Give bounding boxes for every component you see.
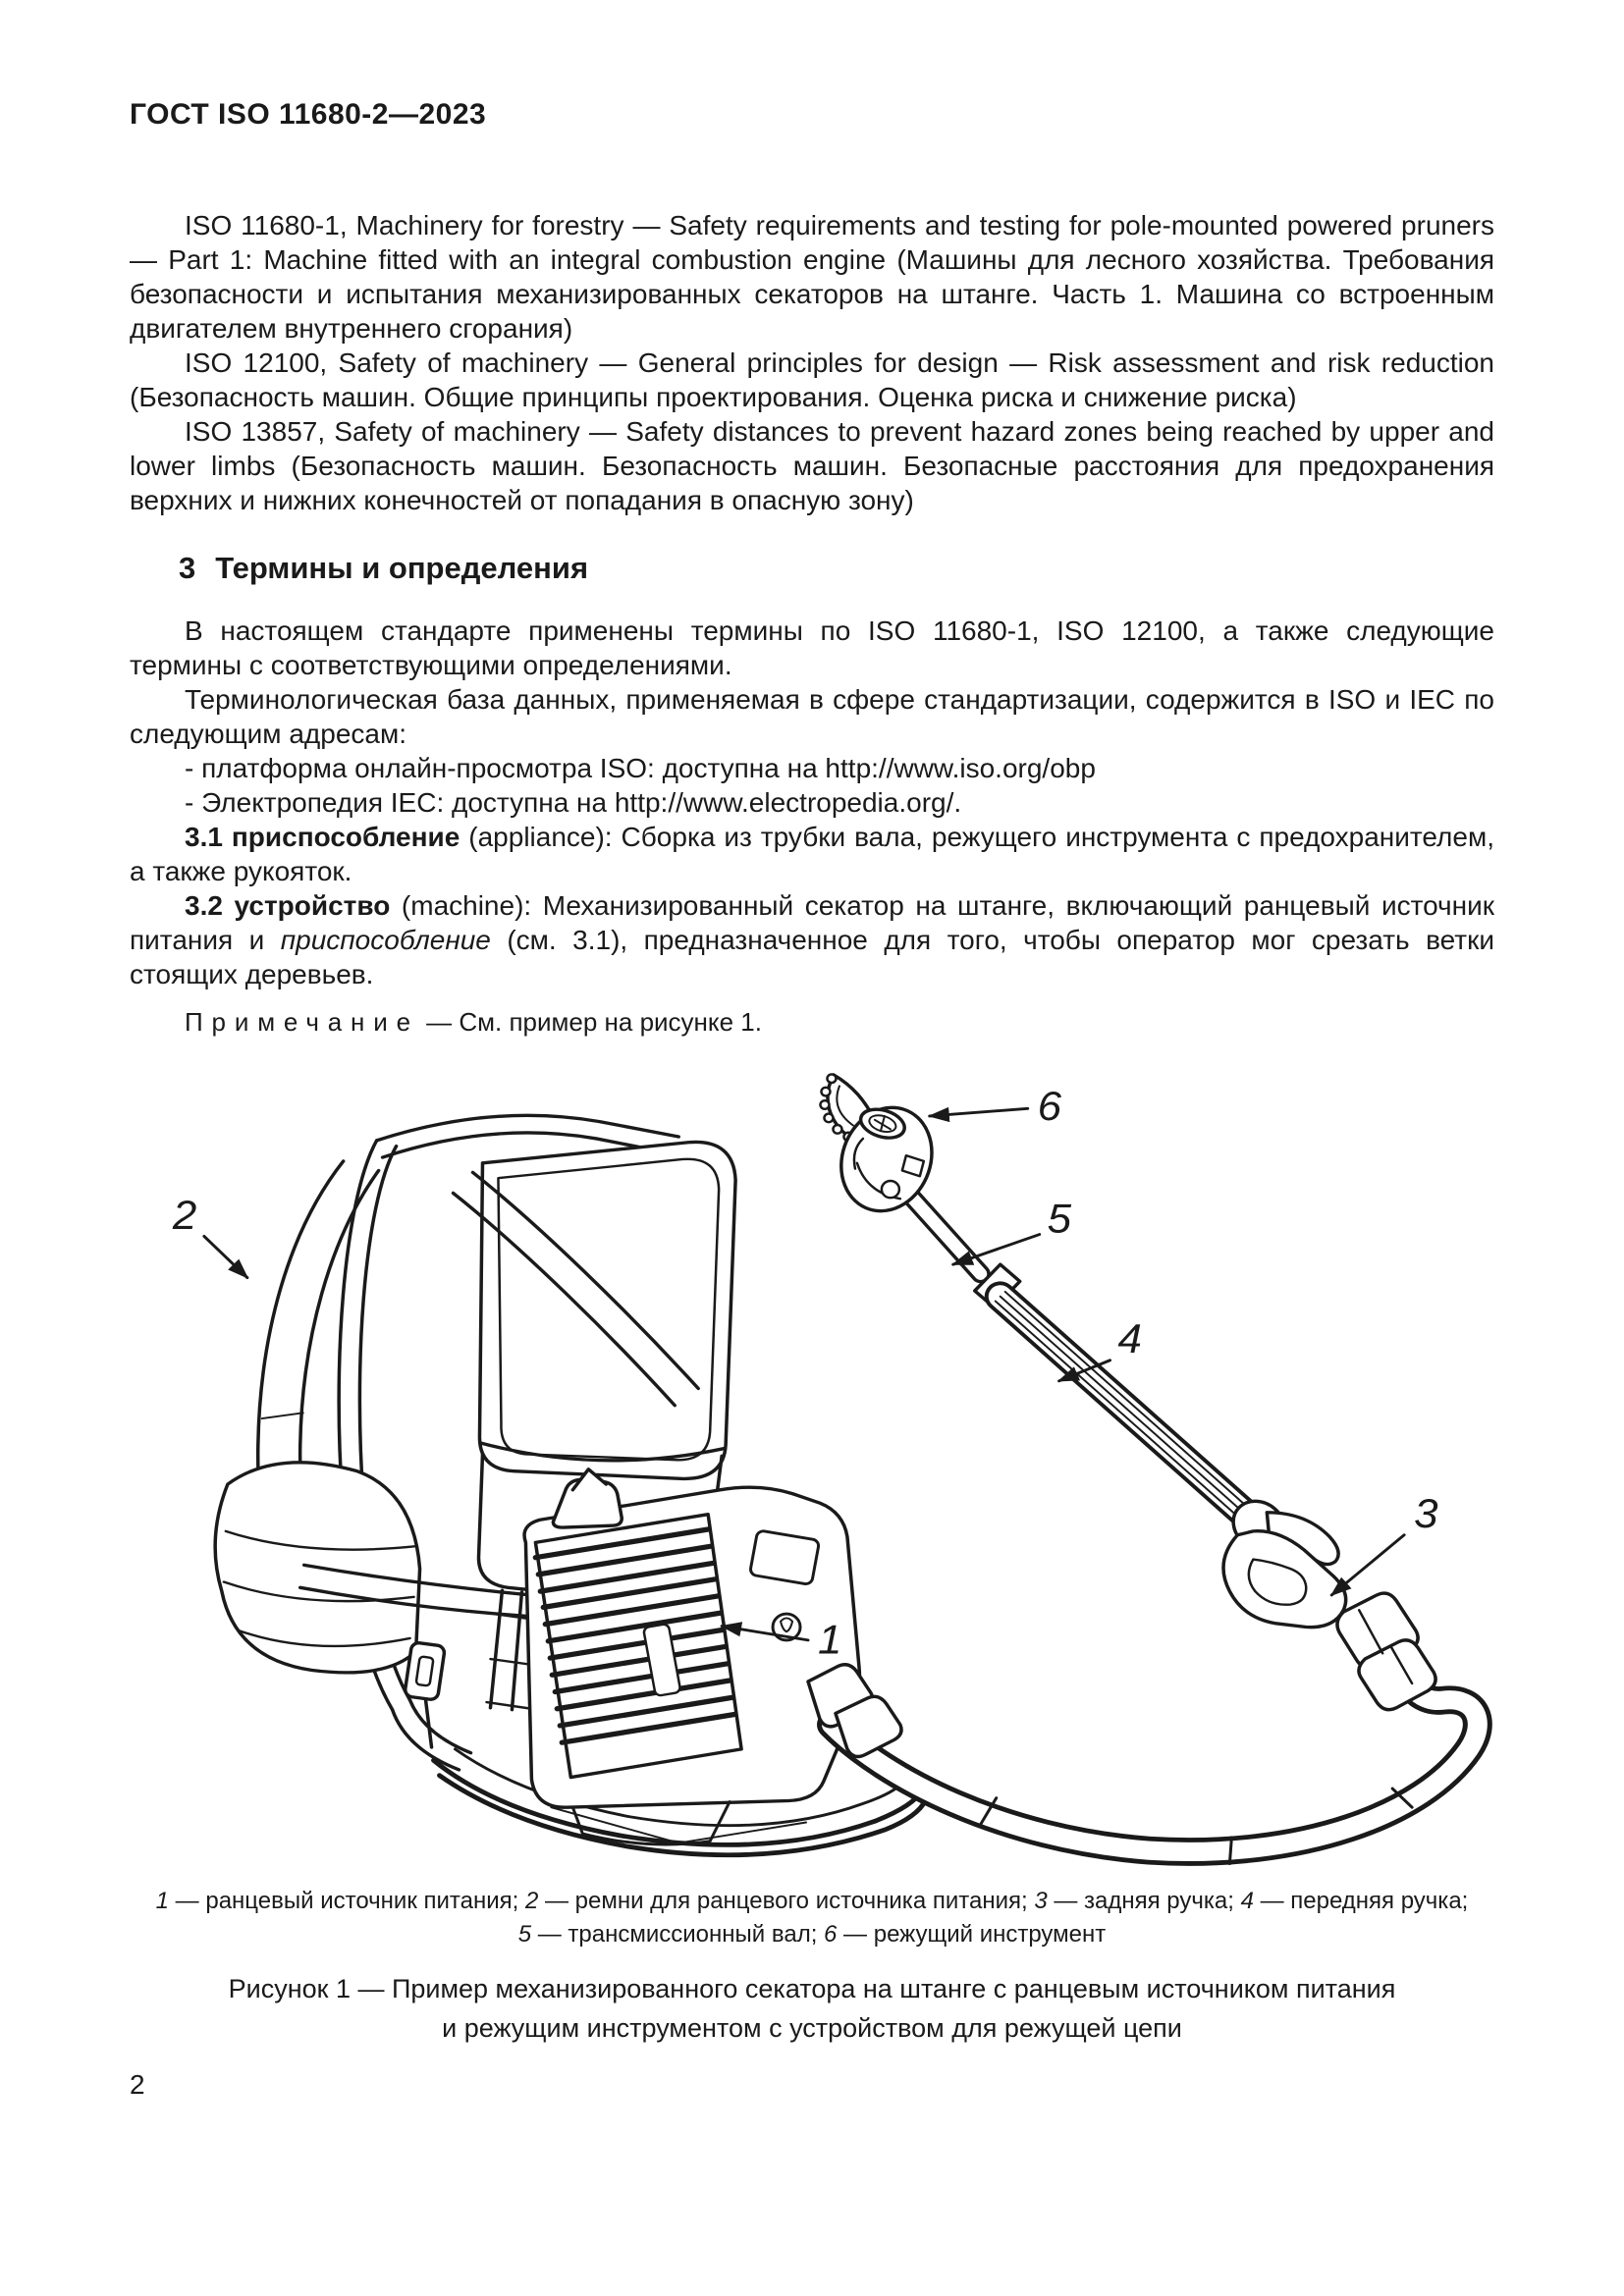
figure-1-drawing [130,1050,1492,1877]
key-text-4: — передняя ручка; [1253,1888,1469,1914]
key-text-5: — трансмиссионный вал; [531,1921,825,1948]
callout-6-label: 6 [1037,1083,1062,1130]
reference-iso-13857: ISO 13857, Safety of machinery — Safety distances to prevent hazard zones being reached by upper and lower limbs (Безопасность машин. Безопасность машин. Безопасные расстояния для предохранения верхних и нижних конечностей от попадания в опасную зону) [130,416,1494,515]
section-number: 3 [179,551,196,585]
callout-2-arrow [204,1236,247,1277]
key-num-5: 5 [517,1921,532,1948]
key-num-3: 3 [1034,1888,1048,1914]
figure-caption-line-1: Рисунок 1 — Пример механизированного секатора на штанге с ранцевым источником питания [228,1974,1396,2003]
rear-handle [1223,1491,1346,1628]
reference-iso-11680-1: ISO 11680-1, Machinery for forestry — Safety requirements and testing for pole-mounted powered pruners — Part 1: Machine fitted with an integral combustion engine (Машины для лесного хозяйства. Требования безопасности и испытания механизированных секаторов на штанге. Часть 1. Машина со встроенным двигателем внутреннего сгорания) [130,210,1494,344]
page-content [130,0,1494,2048]
definition-3-1 [130,820,1494,888]
section-title: Термины и определения [215,551,589,585]
definition-3-1-term: приспособление [231,822,460,852]
key-text-6: — режущий инструмент [837,1921,1107,1948]
note-text: См. пример на рисунке 1. [459,1007,762,1037]
definition-3-2-term: устройство [234,890,391,921]
reference-iso-12100: ISO 12100, Safety of machinery — General principles for design — Risk assessment and risk reduction (Безопасность машин. Общие принципы проектирования. Оценка риска и снижение риска) [130,347,1494,412]
definition-3-1-number: 3.1 [185,822,232,852]
key-text-1: — ранцевый источник питания; [169,1888,525,1914]
terms-intro-paragraph: В настоящем стандарте применены термины по ISO 11680-1, ISO 12100, а также следующие термины с соответствующими определениями. [130,615,1494,680]
definition-3-2-text-post: (см. 3.1), предназначенное для того, чтобы оператор мог срезать ветки стоящих деревьев. [130,925,1494,989]
key-text-3: — задняя ручка; [1047,1888,1241,1914]
definition-3-2 [130,888,1494,991]
definition-3-2-number: 3.2 [185,890,235,921]
callout-3-label: 3 [1414,1490,1438,1537]
figure-key [130,1885,1494,1951]
callout-5-label: 5 [1047,1196,1072,1243]
callout-6-arrow [930,1108,1028,1116]
louver-vents [535,1515,741,1778]
terms-database-paragraph: Терминологическая база данных, применяемая в сфере стандартизации, содержится в ISO и IEC по следующим адресам: [130,684,1494,749]
terms-bullet-iso-obp: - платформа онлайн-просмотра ISO: доступна на http://www.iso.org/obp [185,753,1096,783]
running-header: ГОСТ ISO 11680-2—2023 [130,98,487,131]
key-text-2: — ремни для ранцевого источника питания; [538,1888,1035,1914]
figure-key-line-1 [130,1885,1494,1918]
callout-4-label: 4 [1117,1315,1142,1362]
callout-2-label: 2 [172,1192,197,1239]
terms-bullet-electropedia: - Электропедия IEC: доступна на http://www.electropedia.org/. [185,787,962,818]
definition-3-1-text: (appliance): Сборка из трубки вала, режущего инструмента с предохранителем, а также рукояток. [130,822,1494,886]
swivel-joint [1337,1593,1435,1710]
section-heading [179,551,1494,586]
key-num-1: 1 [155,1888,170,1914]
figure-caption-line-2: и режущим инструментом с устройством для режущей цепи [442,2013,1182,2043]
figure-key-line-2 [130,1918,1494,1951]
transmission-shaft [908,1193,1262,1529]
page-number: 2 [130,2069,145,2100]
note-dash: — [418,1007,460,1037]
key-num-2: 2 [524,1888,539,1914]
figure-1 [130,1050,1494,2048]
definition-3-2-cross-ref-term: приспособление [280,925,491,955]
key-num-4: 4 [1240,1888,1254,1914]
note-paragraph [130,1005,1494,1039]
callout-1-label: 1 [817,1617,842,1664]
engine-unit [524,1469,859,1844]
note-label: Примечание [185,1007,419,1037]
definition-3-2-text-pre: (machine): Механизированный секатор на штанге, включающий ранцевый источник питания и [130,890,1494,955]
figure-caption [130,1969,1494,2048]
callout-3-arrow [1331,1535,1404,1595]
key-num-6: 6 [824,1921,838,1948]
